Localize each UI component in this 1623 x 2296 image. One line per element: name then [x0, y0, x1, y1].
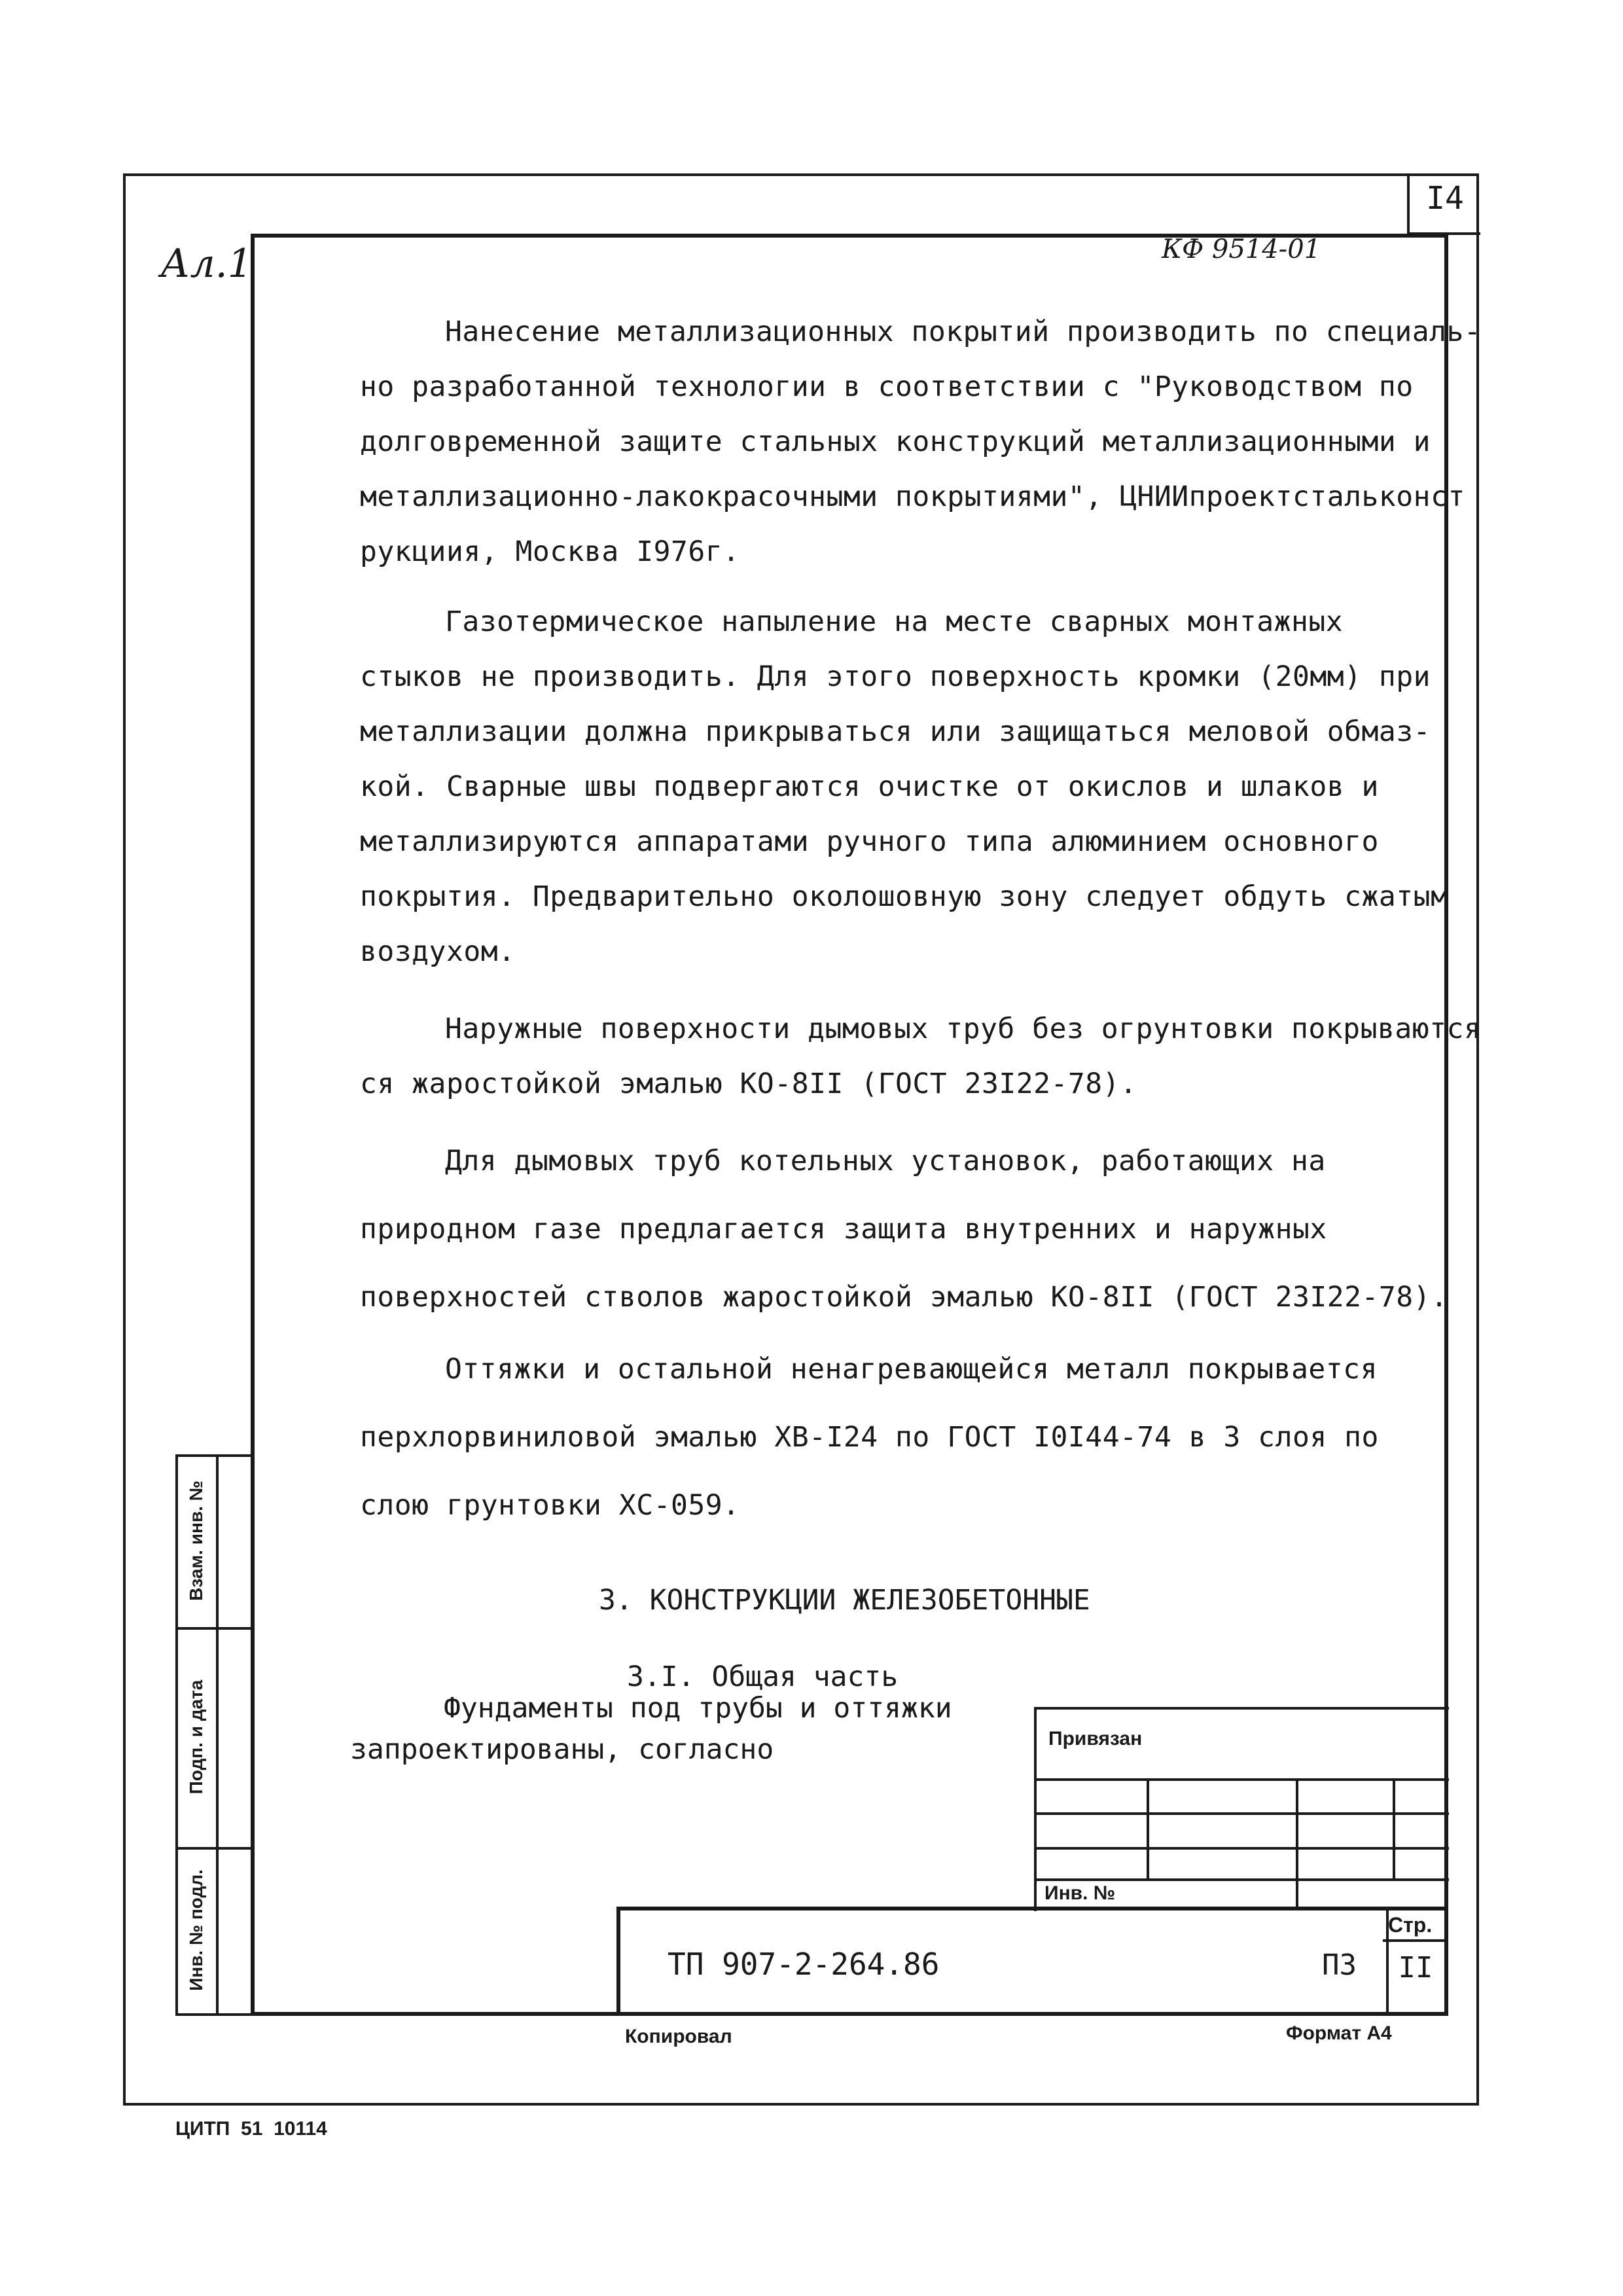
subsection-heading: 3.I. Общая часть [627, 1660, 899, 1693]
text-line: кой. Сварные швы подвергаются очистке от окислов и шлаков и [360, 770, 1379, 803]
paragraph-gas-spraying [360, 594, 1448, 979]
page-cell [1383, 1907, 1448, 2016]
text-line: но разработанной технологии в соответствии с "Руководством по [360, 370, 1414, 403]
outer-frame-bottom [123, 2103, 1479, 2106]
binding-row-line [1037, 1878, 1449, 1881]
side-stamp-bottom [175, 2013, 254, 2016]
side-stamp-left [175, 1454, 178, 2016]
binding-col-line [1296, 1778, 1298, 1909]
text-line: металлизируются аппаратами ручного типа алюминием основного [360, 825, 1379, 858]
inv-podl-label: Инв. № подл. [186, 1869, 206, 1991]
paragraph-outer-surfaces [360, 1001, 1481, 1111]
margin-note: Ал.1 [160, 241, 253, 287]
text-line: перхлорвиниловой эмалью ХВ-I24 по ГОСТ I0I44-74 в 3 слоя по [360, 1421, 1379, 1454]
page-number: I4 [1426, 180, 1464, 217]
paragraph-foundations-line-2: запроектированы, согласно [350, 1733, 774, 1766]
text-line: металлизации должна прикрываться или защищаться меловой обмаз- [360, 715, 1431, 748]
outer-frame-left [123, 173, 126, 2106]
doc-code-handwritten: КФ 9514-01 [1162, 234, 1321, 264]
text-line: воздухом. [360, 935, 516, 968]
text-line: ся жаростойкой эмалью КО-8II (ГОСТ 23I22-78). [360, 1067, 1137, 1100]
text-line: Нанесение металлизационных покрытий производить по специаль- [445, 315, 1482, 348]
text-line: поверхностей стволов жаростойкой эмалью КО-8II (ГОСТ 23I22-78). [360, 1281, 1448, 1314]
binding-inv-label: Инв. № [1044, 1882, 1116, 1904]
doc-number: ТП 907-2-264.86 [668, 1946, 940, 1982]
text-line: природном газе предлагается защита внутренних и наружных [360, 1213, 1327, 1246]
binding-stamp [1034, 1707, 1449, 1911]
binding-row-line [1037, 1778, 1449, 1781]
binding-col-line [1393, 1778, 1395, 1880]
text-line: Оттяжки и остальной ненагревающейся металл покрывается [445, 1353, 1378, 1386]
page-number-box [1407, 173, 1480, 235]
title-block [616, 1907, 1448, 2016]
podp-data-label: Подп. и дата [186, 1679, 206, 1795]
text-line: стыков не производить. Для этого поверхность кромки (20мм) при [360, 660, 1431, 693]
text-line: покрытия. Предварительно околошовную зону следует обдуть сжатым [360, 880, 1448, 913]
side-stamp-mid [216, 1454, 219, 2016]
section-heading: 3. КОНСТРУКЦИИ ЖЕЛЕЗОБЕТОННЫЕ [599, 1584, 1090, 1617]
text-line: Для дымовых труб котельных установок, работающих на [445, 1145, 1326, 1177]
text-line: Газотермическое напыление на месте сварных монтажных [445, 605, 1344, 638]
publisher-code: ЦИТП 51 10114 [175, 2118, 327, 2140]
paragraph-boiler-chimneys [360, 1127, 1448, 1331]
vzam-inv-label: Взам. инв. № [186, 1480, 206, 1601]
text-line: слою грунтовки ХС-059. [360, 1489, 740, 1522]
text-line: металлизационно-лакокрасочными покрытиями", ЦНИИпроектстальконст [360, 480, 1465, 513]
page-cell-divider [1383, 1939, 1448, 1942]
page-value: II [1398, 1951, 1433, 1984]
page-label: Стр. [1388, 1913, 1433, 1937]
binding-label: Привязан [1048, 1728, 1143, 1749]
outer-frame-top [123, 173, 1479, 176]
format-label: Формат А4 [1286, 2022, 1392, 2044]
text-line: рукциия, Москва I976г. [360, 535, 740, 568]
doc-type: ПЗ [1322, 1948, 1357, 1982]
side-stamp [175, 1454, 259, 2016]
binding-row-line [1037, 1847, 1449, 1850]
paragraph-metallization [360, 304, 1481, 579]
binding-row-line [1037, 1812, 1449, 1815]
paragraph-guy-ropes [360, 1335, 1379, 1539]
text-line: Наружные поверхности дымовых труб без огрунтовки покрываются [445, 1013, 1482, 1045]
text-line: долговременной защите стальных конструкций металлизационными и [360, 425, 1431, 458]
binding-col-line [1147, 1778, 1149, 1880]
paragraph-foundations-line-1: Фундаменты под трубы и оттяжки [444, 1692, 952, 1725]
copied-label: Копировал [625, 2026, 732, 2047]
